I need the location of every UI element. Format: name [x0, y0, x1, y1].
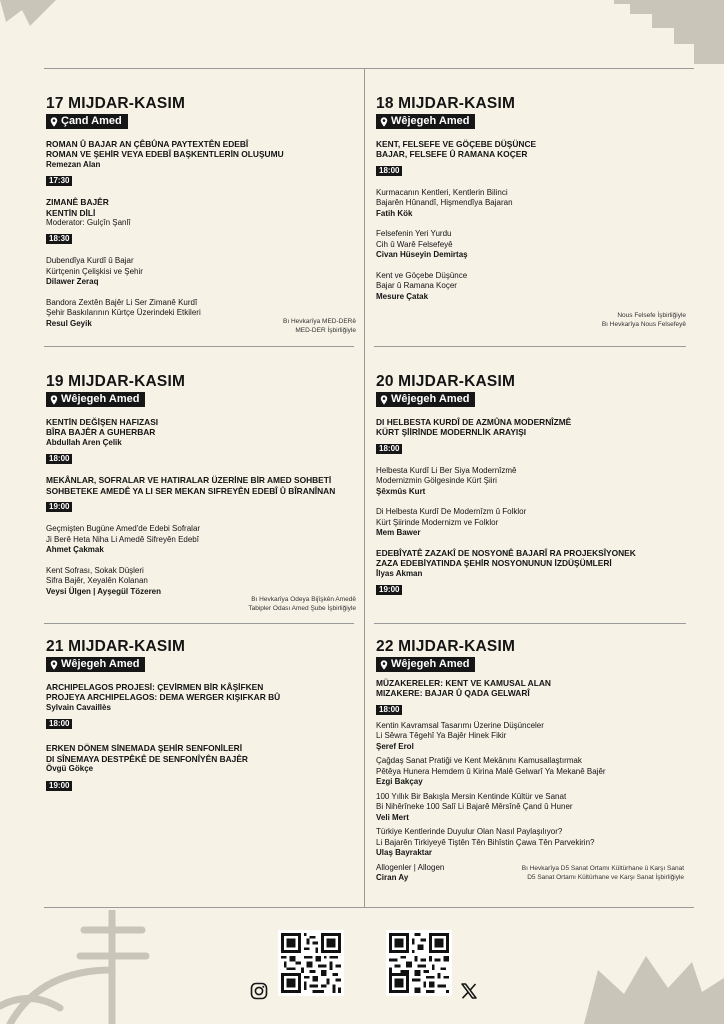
x-logo-icon[interactable] — [460, 982, 478, 1000]
talk-item — [376, 827, 688, 859]
location-pin-icon — [380, 660, 388, 670]
day-panel-17 — [46, 95, 356, 343]
talk-line: Bi Nihêrîneke 100 Salî Li Bajarê Mêrsînê Çand û Huner — [376, 802, 573, 811]
talk-item — [376, 188, 686, 220]
top-right-stairs-decoration — [604, 0, 724, 64]
divider-row-1 — [44, 346, 354, 347]
qr-code-x[interactable] — [386, 930, 452, 996]
speaker-name: Remezan Alan — [46, 159, 101, 169]
talk-line: Kürt Şiirinde Modernizm ve Folklor — [376, 517, 499, 527]
talk-item — [376, 507, 686, 539]
talk-line: Şehir Baskılarının Kürtçe Üzerindeki Etkileri — [46, 308, 201, 317]
location-name: Wêjegeh Amed — [391, 658, 470, 670]
talk-line: Di Helbesta Kurdî De Modernîzm û Folklor — [376, 507, 527, 516]
time-badge: 18:00 — [376, 705, 402, 715]
location-pin-icon — [50, 660, 58, 670]
time-badge: 19:00 — [376, 585, 402, 595]
credit-line: Tabipler Odası Amed Şube İşbirliğiyle — [248, 605, 356, 612]
session-title: BAJAR, FELSEFE Û RAMANA KOÇER — [376, 149, 528, 159]
partner-credit — [283, 317, 356, 335]
talk-line: Kent Sofrası, Sokak Düşleri — [46, 565, 144, 575]
day-panel-19 — [46, 373, 356, 621]
divider-row-2-right — [374, 623, 686, 624]
talk-item — [376, 466, 686, 498]
speaker-name: Fatih Kök — [376, 208, 413, 218]
speaker-name: Ciran Ay — [376, 873, 409, 882]
day-date: 19 MIJDAR-KASIM — [46, 373, 186, 390]
speaker-name: Ahmet Çakmak — [46, 545, 104, 554]
session-title: SOHBETEKE AMEDÊ YA LI SER MEKAN SIFREYÊN EDEBÎ Û BÎRANÎNAN — [46, 485, 336, 496]
day-date: 22 MIJDAR-KASIM — [376, 638, 516, 655]
speaker-name: Sylvain Cavaillès — [46, 702, 111, 712]
speaker-name: Ulaş Bayraktar — [376, 848, 433, 857]
talk-line: Geçmişten Bugüne Amed'de Edebi Sofralar — [46, 524, 201, 533]
location-badge — [376, 114, 475, 129]
day-date: 20 MIJDAR-KASIM — [376, 373, 516, 390]
talk-line: Kent ve Göçebe Düşünce — [376, 270, 468, 280]
talk-item — [376, 756, 688, 788]
moderator: Moderator: Gulçîn Şanlî — [46, 218, 131, 227]
talk-line: Felsefenin Yeri Yurdu — [376, 229, 452, 238]
time-badge: 18:00 — [376, 166, 402, 176]
day-panel-20 — [376, 373, 686, 621]
day-date: 18 MIJDAR-KASIM — [376, 95, 516, 112]
divider-row-2 — [44, 623, 354, 624]
location-badge — [376, 657, 475, 672]
talk-line: 100 Yıllık Bir Bakışla Mersin Kentinde Kültür ve Sanat — [376, 791, 567, 801]
partner-credit — [248, 595, 356, 613]
center-rule — [364, 68, 365, 908]
talk-line: Kentin Kavramsal Tasarımı Üzerine Düşünceler — [376, 720, 544, 730]
time-badge: 19:00 — [46, 502, 72, 512]
talk-item — [46, 256, 356, 288]
session-title: MÜZAKERELER: KENT VE KAMUSAL ALAN — [376, 677, 551, 688]
speaker-name: Veli Mert — [376, 812, 409, 822]
location-pin-icon — [380, 395, 388, 405]
schedule-grid — [44, 68, 694, 908]
time-badge: 18:00 — [46, 719, 72, 729]
speaker-name: Abdullah Aren Çelik — [46, 437, 122, 447]
session-title: MIZAKERE: BAJAR Û QADA GELWARÎ — [376, 688, 530, 698]
divider-row-1-right — [374, 346, 686, 347]
talk-item — [46, 566, 356, 598]
talk-line: Çağdaş Sanat Pratiği ve Kent Mekânını Kamusallaştırmak — [376, 756, 582, 765]
credit-line: Bı Hevkarîya Nous Felsefeyê — [601, 321, 686, 328]
talk-line: Pêtêya Hunera Hemdem û Kirina Malê Gelwarî Ya Mekanê Bajêr — [376, 766, 606, 776]
talk-item — [376, 792, 688, 824]
bottom-rule — [44, 907, 694, 908]
talk-line: Bandora Zextên Bajêr Li Ser Zimanê Kurdî — [46, 297, 198, 307]
location-name: Wêjegeh Amed — [61, 658, 140, 670]
session-title: ARCHIPELAGOS PROJESİ: ÇEVİRMEN BİR KÂŞİFKEN — [46, 681, 264, 692]
session-title: PROJEYA ARCHIPELAGOS: DEMA WERGER KIŞIFKAR BÛ — [46, 692, 281, 702]
location-pin-icon — [50, 117, 58, 127]
day-date: 17 MIJDAR-KASIM — [46, 95, 186, 112]
time-badge: 17:30 — [46, 176, 72, 186]
session-title: KENT, FELSEFE VE GÖÇEBE DÜŞÜNCE — [376, 138, 537, 149]
speaker-name: Ezgi Bakçay — [376, 777, 423, 786]
talk-line: Kurmacanın Kentleri, Kentlerin Bilinci — [376, 187, 508, 197]
bottom-right-crown-decoration — [584, 948, 724, 1024]
talk-line: Helbesta Kurdî Li Ber Siya Modernîzmê — [376, 465, 517, 475]
talk-line: Allogenler | Allogen — [376, 862, 445, 872]
day-panel-18 — [376, 95, 686, 343]
session-title: ERKEN DÖNEM SİNEMADA ŞEHİR SENFONİLERİ — [46, 743, 243, 753]
partner-credit — [522, 864, 684, 882]
location-badge — [46, 114, 128, 129]
day-panel-22 — [376, 638, 688, 904]
speaker-name: Resul Geyik — [46, 318, 92, 328]
talk-line: Sifra Bajêr, Xeyalên Kolanan — [46, 576, 148, 585]
session-title: ROMAN VE ŞEHİR VEYA EDEBÎ BAŞKENTLERİN OLUŞUMU — [46, 149, 284, 159]
talk-item — [376, 721, 688, 753]
talk-line: Ji Berê Heta Niha Li Amedê Sifreyên Edebî — [46, 534, 199, 544]
session-title: ROMAN Û BAJAR AN ÇÊBÛNA PAYTEXTÊN EDEBÎ — [46, 138, 249, 149]
talk-line: Modernizmin Gölgesinde Kürt Şiiri — [376, 476, 497, 485]
speaker-name: Mem Bawer — [376, 528, 421, 537]
session-title: EDEBÎYATÊ ZAZAKÎ DE NOSYONÊ BAJARÎ RA PROJEKSÎYONEK — [376, 547, 636, 558]
talk-line: Bajarên Hûnandî, Hişmendîya Bajaran — [376, 198, 513, 207]
location-name: Wêjegeh Amed — [391, 393, 470, 405]
talk-line: Li Bajarên Tirkiyeyê Tiştên Tên Bihîstin Çawa Tên Parvekirin? — [376, 837, 595, 847]
session-title: ZIMANÊ BAJÊR — [46, 197, 109, 207]
time-badge: 18:00 — [46, 454, 72, 464]
credit-line: Bı Hevkarîya MED-DERê — [283, 318, 356, 325]
session-title: KENTİN DİLİ — [46, 207, 96, 218]
day-date: 21 MIJDAR-KASIM — [46, 638, 186, 655]
session-title: DI HELBESTA KURDÎ DE AZMÛNA MODERNÎZMÊ — [376, 416, 572, 427]
instagram-icon[interactable] — [250, 982, 268, 1000]
talk-item — [376, 229, 686, 261]
session-title: ZAZA EDEBİYATINDA ŞEHİR NOSYONUNUN İZDÜŞÜMLERİ — [376, 558, 612, 568]
qr-code-instagram[interactable] — [278, 930, 344, 996]
credit-line: D5 Sanat Ortamı Kültürhane ve Karşı Sanat İşbirliğiyle — [527, 874, 684, 881]
talk-line: Bajar û Ramana Koçer — [376, 281, 457, 290]
speaker-name: Mesure Çatak — [376, 291, 429, 301]
talk-item — [376, 271, 686, 303]
top-left-decoration — [0, 0, 60, 30]
location-pin-icon — [50, 395, 58, 405]
session-title: KÜRT ŞİİRİNDE MODERNLİK ARAYIŞI — [376, 427, 527, 437]
location-name: Wêjegeh Amed — [391, 115, 470, 127]
location-badge — [376, 392, 475, 407]
time-badge: 19:00 — [46, 781, 72, 791]
session-title: BÎRA BAJÊR A GUHERBAR — [46, 427, 156, 437]
location-name: Çand Amed — [61, 115, 122, 127]
speaker-name: İlyas Akman — [376, 568, 423, 578]
speaker-name: Şêxmûs Kurt — [376, 486, 426, 496]
location-badge — [46, 657, 145, 672]
talk-line: Dubendîya Kurdî û Bajar — [46, 256, 134, 265]
talk-item — [46, 524, 356, 556]
talk-line: Türkiye Kentlerinde Duyulur Olan Nasıl Paylaşılıyor? — [376, 827, 563, 836]
time-badge: 18:00 — [376, 444, 402, 454]
bottom-left-pylon-decoration — [0, 910, 150, 1024]
location-pin-icon — [380, 117, 388, 127]
credit-line: Nous Felsefe İşbirliğiyle — [617, 312, 686, 319]
talk-line: Kürtçenin Çelişkisi ve Şehir — [46, 266, 143, 276]
location-badge — [46, 392, 145, 407]
day-panel-21 — [46, 638, 356, 904]
top-rule — [44, 68, 694, 69]
speaker-name: Civan Hüseyin Demirtaş — [376, 250, 468, 259]
speaker-name: Övgü Gökçe — [46, 764, 94, 773]
session-title: MEKÂNLAR, SOFRALAR VE HATIRALAR ÜZERİNE BİR AMED SOHBETİ — [46, 475, 332, 485]
session-title: DI SÎNEMAYA DESTPÊKÊ DE SENFONÎYÊN BAJÊR — [46, 753, 248, 764]
speaker-name: Veysi Ülgen | Ayşegül Tözeren — [46, 586, 162, 596]
time-badge: 18:30 — [46, 234, 72, 244]
location-name: Wêjegeh Amed — [61, 393, 140, 405]
credit-line: MED-DER İşbirliğiyle — [295, 327, 356, 334]
talk-line: Li Sêwra Têgehî Ya Bajêr Hinek Fikir — [376, 731, 507, 740]
partner-credit — [602, 311, 686, 329]
session-title: KENTİN DEĞİŞEN HAFIZASI — [46, 416, 159, 427]
talk-line: Cih û Warê Felsefeyê — [376, 239, 453, 249]
speaker-name: Dilawer Zeraq — [46, 277, 99, 286]
credit-line: Bı Hevkarîya Odeya Bijîşkên Amedê — [251, 596, 356, 603]
credit-line: Bı Hevkarîya D5 Sanat Ortamı Kültürhane û Karşı Sanat — [521, 865, 684, 872]
speaker-name: Şeref Erol — [376, 741, 414, 751]
